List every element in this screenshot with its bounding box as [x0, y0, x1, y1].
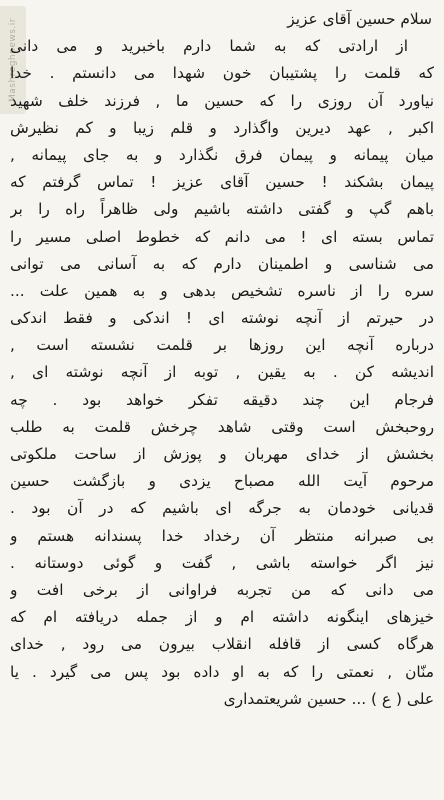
letter-line: مرحوم آیت الله مصباح یزدی و بازگشت حسین [10, 472, 434, 491]
letter-line: میان پیمانه و پیمان فرق نگذارد و به جای پیمانه , [10, 145, 434, 164]
watermark-text: Mashreghnews.ir [8, 18, 18, 102]
letter-line: درباره آنچه این روزها بر قلمت نشسته است , [10, 336, 434, 355]
letter-line: باهم گپ و گفتی داشته باشیم ولی ظاهراً راه را بر [10, 200, 434, 219]
letter-line: بی صبرانه منتظر آن رخداد خدا پسندانه هستم و [10, 526, 434, 545]
letter-line: بخشش از خدای مهربان و پوزش از ساحت ملکوتی [10, 445, 434, 463]
letter-line: از ارادتی که به شما دارم باخبرید و می دانی [10, 37, 408, 56]
letter-line: قدیانی خودمان به جرگه ای باشیم که در آن بود . [10, 499, 434, 518]
letter-line: روحبخش است وقتی شاهد چرخش قلمت به طلب [10, 417, 434, 436]
letter-line: سره را از ناسره تشخیص بدهی و به همین علت ... [10, 281, 434, 300]
letter-line: در حیرتم از آنچه نوشته ای ! اندکی و فقط اندکی [10, 309, 434, 328]
letter-line: خیزهای اینگونه داشته ام و از جمله دریافته ام که [10, 608, 434, 627]
letter-line: می دانی که من تجربه فراوانی از برخی افت و [10, 580, 434, 599]
letter-line: نیاورد آن روزی را که حسین ما , فرزند خلف شهید [10, 91, 434, 110]
letter-line: تماس بسته ای ! می دانم که خطوط اصلی مسیر را [10, 227, 434, 246]
letter-greeting: سلام حسین آقای عزیز [287, 10, 432, 28]
letter-line: فرجام این چند دقیقه تفکر خواهد بود . چه [10, 390, 434, 409]
letter-body [10, 6, 434, 713]
letter-line: هرگاه کسی از قافله انقلاب بیرون می رود , خدای [10, 635, 434, 654]
letter-line: اندیشه کن . به یقین , توبه از آنچه نوشته ای , [10, 363, 434, 382]
letter-line: که قلمت را پشتیبان خون شهدا می دانستم . خدا [10, 64, 434, 83]
letter-line: اکبر , عهد دیرین واگذارد و قلم زیبا و کم نظیرش [10, 118, 434, 137]
letter-line: می شناسی و اطمینان دارم که به آسانی می توانی [10, 254, 434, 273]
letter-line: پیمان بشکند ! حسین آقای عزیز ! تماس گرفتم که [10, 173, 434, 192]
letter-line: نیز اگر خواسته باشی , گفت و گوئی دوستانه . [10, 553, 434, 572]
letter-signature: علی ( ع ) ... حسین شریعتمداری [223, 689, 434, 708]
letter-line: منّان , نعمتی را که به او داده بود پس می گیرد . یا [10, 662, 434, 681]
